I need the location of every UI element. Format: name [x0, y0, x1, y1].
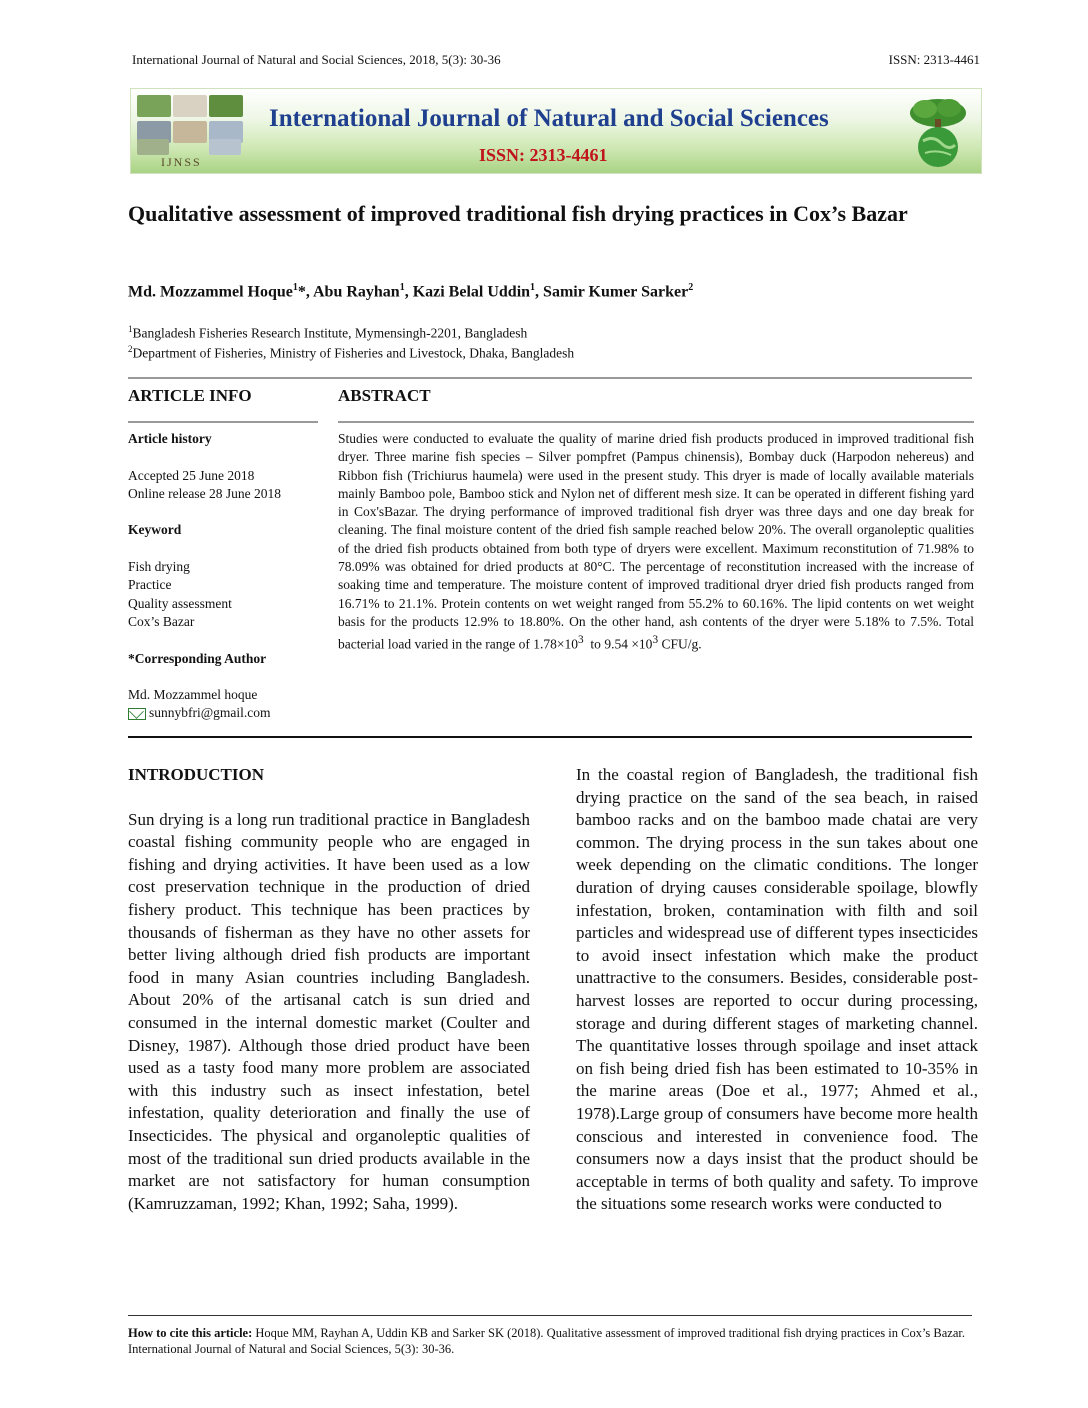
bacterial-load-max: 9.54 ×10: [604, 636, 653, 652]
author-affiliation-mark: 2: [688, 282, 694, 293]
exponent: 3: [652, 634, 659, 647]
corresponding-mark: *: [297, 283, 306, 301]
affiliation: [128, 344, 574, 362]
abstract-body: Studies were conducted to evaluate the quality of marine dried fish products produced in improved traditional fish dryer. Three marine fish species – Silver pompfret (Pampus chinensis), Bombay duck (Harpodon nehereus) and Ribbon fish (Trichiurus haumela) were used in the present study. This dryer is made of locally available materials mainly Bamboo pole, Bamboo stick and Nylon net of different mesh size. It can be operated in different fishing yard in Cox'sBazar. The drying performance of improved traditional fish dryer was three days and one day break for cleaning. The final moisture content of the dried fish sample reached below 20%. The overall organoleptic qualities of the dried fish products obtained from both type of dryers were excellent. Maximum reconstitution of 71.98% to 78.09% was obtained for dried products at 80°C. The percentage of reconstitution increased with the increase of soaking time and temperature. The moisture content of improved traditional dryer dried fish products ranged from 16.71% to 21.1%. Protein contents on wet weight ranged from 55.2% to 60.16%. The lipid contents on wet weight basis for the products 12.9% to 18.80%. On the other hand, ash contents of the dryer were 5.18% to 7.5%. Total bacterial load varied in the range of: [338, 431, 974, 652]
abstract-divider: [128, 736, 972, 738]
running-header-issn: ISSN: 2313-4461: [888, 52, 980, 67]
introduction-column-right: [576, 764, 978, 1216]
affiliation-number: 1: [128, 324, 133, 334]
affiliation-number: 2: [128, 344, 133, 354]
author-name: Abu Rayhan: [312, 283, 400, 301]
footer-divider: [128, 1315, 972, 1316]
author-list: Md. Mozzammel Hoque$^1$*, Abu Rayhan$^1$, Kazi Belal Uddin$^1$, Samir Kumer Sarker$^2$: [128, 282, 694, 301]
corresponding-author-label: *Corresponding Author: [128, 650, 267, 666]
article-info-rule: [128, 421, 318, 423]
keyword-label: Keyword: [128, 522, 182, 538]
tree-globe-logo: [903, 95, 973, 169]
paper-title: Qualitative assessment of improved traditional fish drying practices in Cox’s Bazar: [128, 201, 908, 226]
introduction-heading: INTRODUCTION: [128, 765, 265, 784]
header-divider: [128, 377, 972, 379]
citation-label: How to cite this article:: [128, 1326, 253, 1340]
banner-journal-title: International Journal of Natural and Social Sciences: [269, 105, 829, 132]
citation-text: Hoque MM, Rayhan A, Uddin KB and Sarker SK (2018). Qualitative assessment of improved traditional fish drying practices in Cox’s Bazar. International Journal of Natural and Social Sciences, 5(3): 30-36.: [128, 1326, 965, 1356]
introduction-paragraph: In the coastal region of Bangladesh, the traditional fish drying practice on the sand of the sea beach, in raised bamboo racks and on the bamboo made chatai are very common. The drying process in the sun takes about one week depending on the climatic conditions. The longer duration of drying causes considerable spoilage, blowfly infestation, broken, contamination with filth and soil particles and widespread use of different types insecticides to avoid insect infestation which make the product unattractive to the consumers. Besides, considerable post-harvest losses are reported to occur during processing, storage and during different stages of marketing channel. The quantitative losses through spoilage and inset attack on fish being dried fish has been estimated to 10-35% in the marine areas (Doe et al., 1977; Ahmed et al., 1978).Large group of consumers have become more health conscious and interested in convenience food. The consumers now a days insist that the product should be acceptable in terms of both quality and safety. To improve the situations some research works were conducted to: [576, 765, 978, 1214]
abstract-text: [338, 430, 974, 654]
envelope-icon: [128, 708, 146, 720]
abstract-heading: ABSTRACT: [338, 386, 431, 405]
author-affiliation-mark: 1: [530, 282, 536, 293]
running-header-journal: International Journal of Natural and Social Sciences, 2018, 5(3): 30-36: [132, 52, 501, 67]
affiliation-text: Bangladesh Fisheries Research Institute, Mymensingh-2201, Bangladesh: [132, 325, 528, 341]
keyword-item: Cox’s Bazar: [128, 613, 195, 629]
article-history-label: Article history: [128, 431, 212, 446]
range-connector: to: [583, 636, 605, 652]
keyword-item: Fish drying: [128, 559, 190, 575]
author-name: Md. Mozzammel Hoque: [128, 283, 293, 301]
banner-abbreviation: IJNSS: [161, 155, 202, 169]
corresponding-email-row: [128, 704, 318, 722]
introduction-column-left: [128, 764, 530, 1215]
keyword-item: Quality assessment: [128, 595, 232, 611]
exponent: 3: [578, 634, 584, 647]
running-header: [132, 52, 980, 68]
article-info-panel: [128, 430, 318, 723]
keyword-item: Practice: [128, 577, 172, 593]
journal-banner: [130, 88, 982, 174]
bacterial-load-min: 1.78×10: [533, 636, 579, 652]
accepted-date: Accepted 25 June 2018: [128, 467, 255, 483]
citation-note: [128, 1325, 978, 1357]
author-affiliation-mark: 1: [399, 282, 405, 293]
author-name: Kazi Belal Uddin: [412, 283, 531, 301]
banner-issn: ISSN: 2313-4461: [479, 145, 608, 165]
corresponding-author-name: Md. Mozzammel hoque: [128, 687, 258, 703]
abstract-rule: [338, 421, 974, 423]
online-release-date: Online release 28 June 2018: [128, 485, 281, 501]
unit: CFU/g.: [658, 636, 702, 652]
affiliation-text: Department of Fisheries, Ministry of Fisheries and Livestock, Dhaka, Bangladesh: [132, 345, 575, 361]
affiliation: [128, 324, 527, 342]
author-affiliation-mark: 1: [292, 282, 298, 293]
corresponding-email[interactable]: sunnybfri@gmail.com: [149, 705, 271, 721]
introduction-paragraph: Sun drying is a long run traditional practice in Bangladesh coastal fishing community people who are engaged in fishing and drying activities. It have been used as a low cost preservation technique in the production of dried fishery product. This technique has been practices by thousands of fisherman as they have no other assets for better living although dried fish products are important food in many Asian countries including Bangladesh. About 20% of the artisanal catch is sun dried and consumed in the internal domestic market (Coulter and Disney, 1987). Although those dried product have been used as a tasty food many more problem are associated with this industry such as insect infestation, betel infestation, quality deterioration and finally the use of Insecticides. The physical and organoleptic qualities of most of the traditional sun dried products available in the market are not satisfactory for human consumption (Kamruzzaman, 1992; Khan, 1992; Saha, 1999).: [128, 809, 530, 1213]
author-name: Samir Kumer Sarker: [543, 283, 689, 301]
article-info-heading: ARTICLE INFO: [128, 386, 252, 405]
